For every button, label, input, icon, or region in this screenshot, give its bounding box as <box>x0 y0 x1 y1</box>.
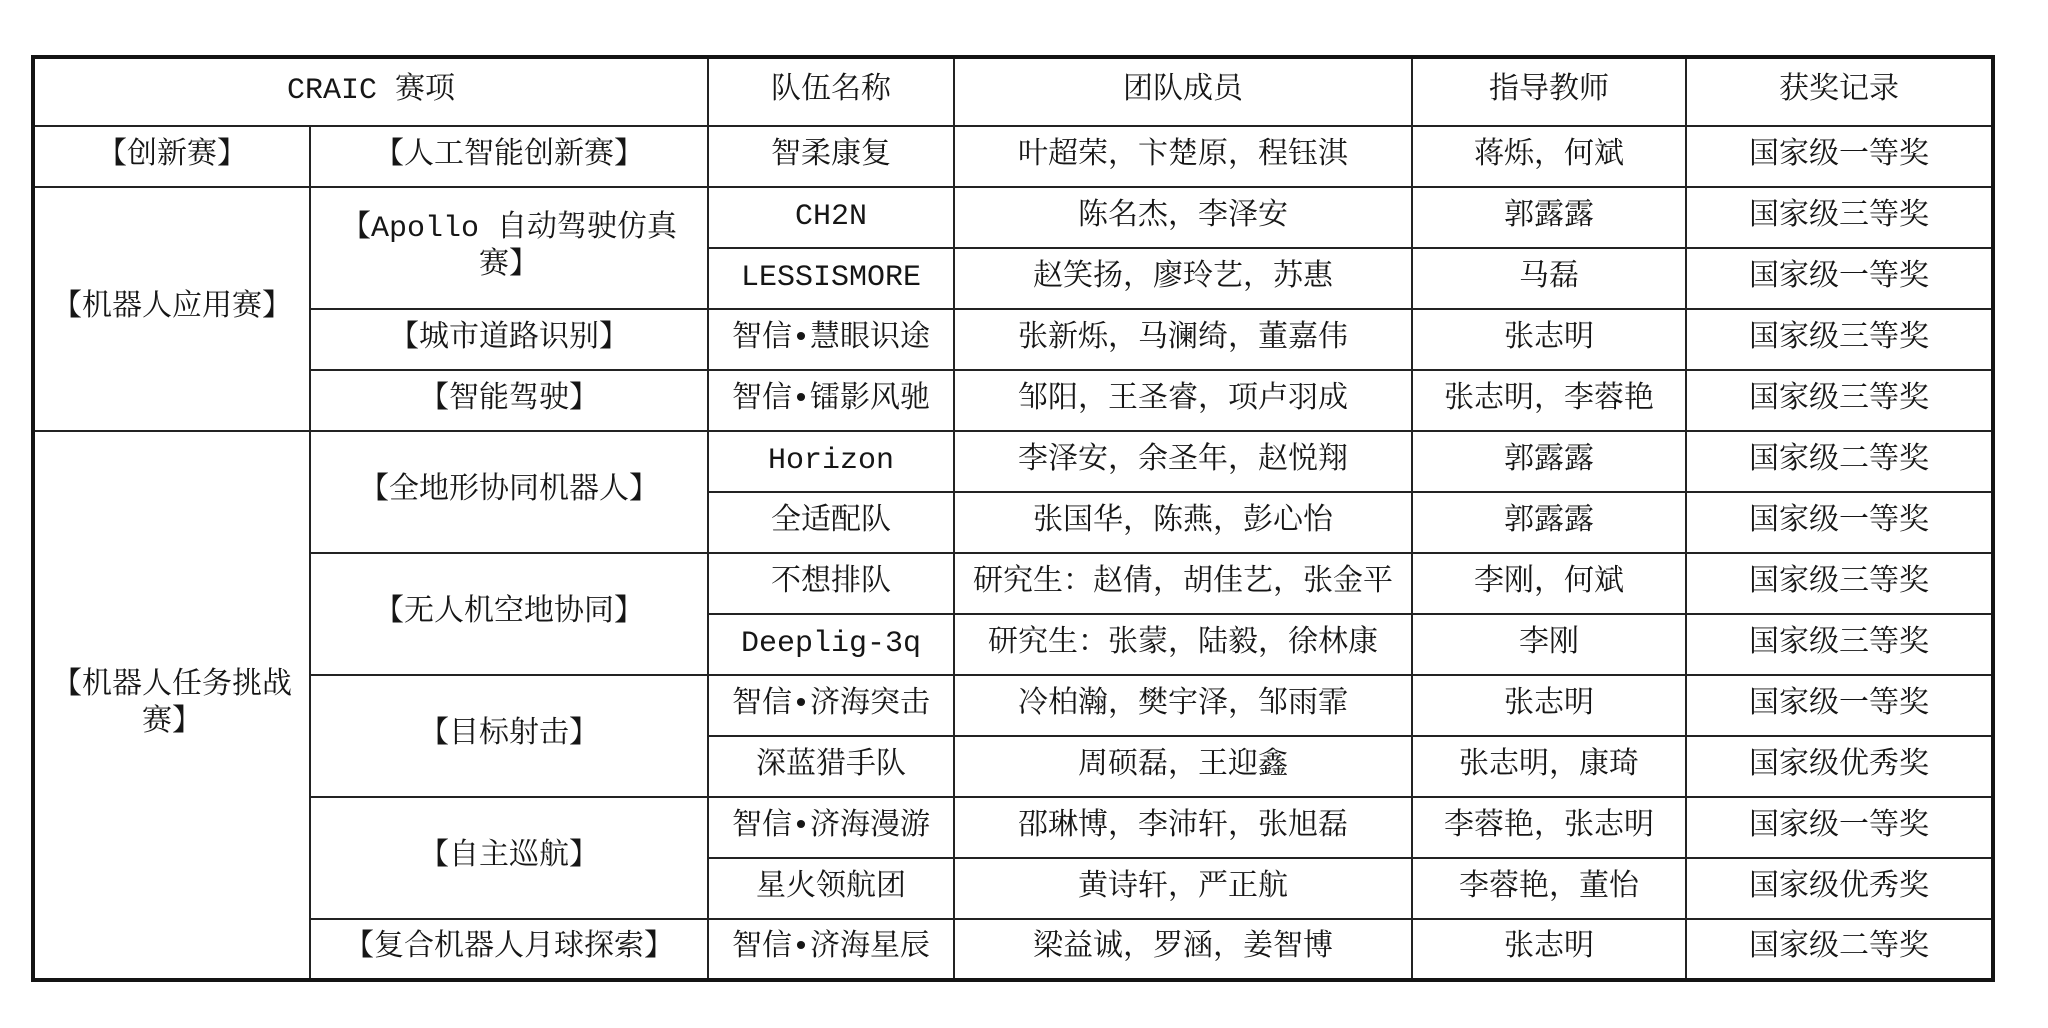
cell-award: 国家级一等奖 <box>1686 675 1993 736</box>
cell-team: 深蓝猎手队 <box>708 736 954 797</box>
table-row <box>33 675 1993 736</box>
cell-award: 国家级二等奖 <box>1686 431 1993 492</box>
cell-team: LESSISMORE <box>708 248 954 309</box>
cell-teachers: 张志明，康琦 <box>1412 736 1686 797</box>
cell-team: 智信•慧眼识途 <box>708 309 954 370</box>
header-teachers: 指导教师 <box>1412 57 1686 126</box>
cell-award: 国家级一等奖 <box>1686 797 1993 858</box>
cell-members: 梁益诚，罗涵，姜智博 <box>954 919 1412 980</box>
cell-teachers: 郭露露 <box>1412 431 1686 492</box>
cell-event: 【智能驾驶】 <box>310 370 708 431</box>
header-craic-events: CRAIC 赛项 <box>33 57 708 126</box>
cell-team: CH2N <box>708 187 954 248</box>
cell-teachers: 蒋烁，何斌 <box>1412 126 1686 187</box>
cell-teachers: 李蓉艳，董怡 <box>1412 858 1686 919</box>
cell-event: 【人工智能创新赛】 <box>310 126 708 187</box>
cell-members: 研究生：赵倩，胡佳艺，张金平 <box>954 553 1412 614</box>
header-awards: 获奖记录 <box>1686 57 1993 126</box>
cell-category: 【创新赛】 <box>33 126 310 187</box>
cell-team: 智信•济海星辰 <box>708 919 954 980</box>
cell-members: 邵琳博，李沛轩，张旭磊 <box>954 797 1412 858</box>
cell-team: 星火领航团 <box>708 858 954 919</box>
header-team-name: 队伍名称 <box>708 57 954 126</box>
table-row <box>33 126 1993 187</box>
cell-members: 赵笑扬，廖玲艺，苏惠 <box>954 248 1412 309</box>
cell-award: 国家级一等奖 <box>1686 248 1993 309</box>
cell-teachers: 李蓉艳，张志明 <box>1412 797 1686 858</box>
cell-members: 张新烁，马澜绮，董嘉伟 <box>954 309 1412 370</box>
cell-team: 智信•济海漫游 <box>708 797 954 858</box>
cell-team: 全适配队 <box>708 492 954 553</box>
cell-members: 黄诗轩，严正航 <box>954 858 1412 919</box>
cell-event: 【全地形协同机器人】 <box>310 431 708 553</box>
table-header-row <box>33 57 1993 126</box>
cell-teachers: 张志明 <box>1412 675 1686 736</box>
cell-category: 【机器人应用赛】 <box>33 187 310 431</box>
cell-teachers: 马磊 <box>1412 248 1686 309</box>
table-row <box>33 797 1993 858</box>
cell-award: 国家级优秀奖 <box>1686 858 1993 919</box>
cell-team: 智信•济海突击 <box>708 675 954 736</box>
table-row <box>33 187 1993 248</box>
cell-award: 国家级三等奖 <box>1686 187 1993 248</box>
cell-teachers: 李刚 <box>1412 614 1686 675</box>
awards-table <box>31 55 1995 982</box>
cell-teachers: 郭露露 <box>1412 492 1686 553</box>
cell-teachers: 张志明 <box>1412 919 1686 980</box>
table-row <box>33 309 1993 370</box>
cell-event: 【Apollo 自动驾驶仿真赛】 <box>310 187 708 309</box>
cell-team: Horizon <box>708 431 954 492</box>
cell-award: 国家级一等奖 <box>1686 126 1993 187</box>
table-row <box>33 431 1993 492</box>
cell-award: 国家级二等奖 <box>1686 919 1993 980</box>
cell-award: 国家级一等奖 <box>1686 492 1993 553</box>
cell-team: 智柔康复 <box>708 126 954 187</box>
cell-event: 【无人机空地协同】 <box>310 553 708 675</box>
cell-team: 不想排队 <box>708 553 954 614</box>
cell-members: 李泽安，余圣年，赵悦翔 <box>954 431 1412 492</box>
cell-award: 国家级优秀奖 <box>1686 736 1993 797</box>
cell-teachers: 李刚，何斌 <box>1412 553 1686 614</box>
cell-members: 周硕磊，王迎鑫 <box>954 736 1412 797</box>
cell-team: Deeplig-3q <box>708 614 954 675</box>
cell-members: 研究生：张蒙，陆毅，徐林康 <box>954 614 1412 675</box>
cell-category: 【机器人任务挑战赛】 <box>33 431 310 980</box>
cell-team: 智信•镭影风驰 <box>708 370 954 431</box>
table-row <box>33 919 1993 980</box>
table-row <box>33 553 1993 614</box>
cell-event: 【目标射击】 <box>310 675 708 797</box>
cell-event: 【复合机器人月球探索】 <box>310 919 708 980</box>
cell-members: 陈名杰，李泽安 <box>954 187 1412 248</box>
cell-teachers: 郭露露 <box>1412 187 1686 248</box>
cell-members: 邹阳，王圣睿，项卢羽成 <box>954 370 1412 431</box>
cell-teachers: 张志明 <box>1412 309 1686 370</box>
cell-award: 国家级三等奖 <box>1686 553 1993 614</box>
cell-members: 张国华，陈燕，彭心怡 <box>954 492 1412 553</box>
cell-award: 国家级三等奖 <box>1686 309 1993 370</box>
cell-members: 冷柏瀚，樊宇泽，邹雨霏 <box>954 675 1412 736</box>
cell-members: 叶超荣，卞楚原，程钰淇 <box>954 126 1412 187</box>
cell-award: 国家级三等奖 <box>1686 370 1993 431</box>
cell-award: 国家级三等奖 <box>1686 614 1993 675</box>
cell-teachers: 张志明，李蓉艳 <box>1412 370 1686 431</box>
header-members: 团队成员 <box>954 57 1412 126</box>
cell-event: 【自主巡航】 <box>310 797 708 919</box>
cell-event: 【城市道路识别】 <box>310 309 708 370</box>
table-row <box>33 370 1993 431</box>
